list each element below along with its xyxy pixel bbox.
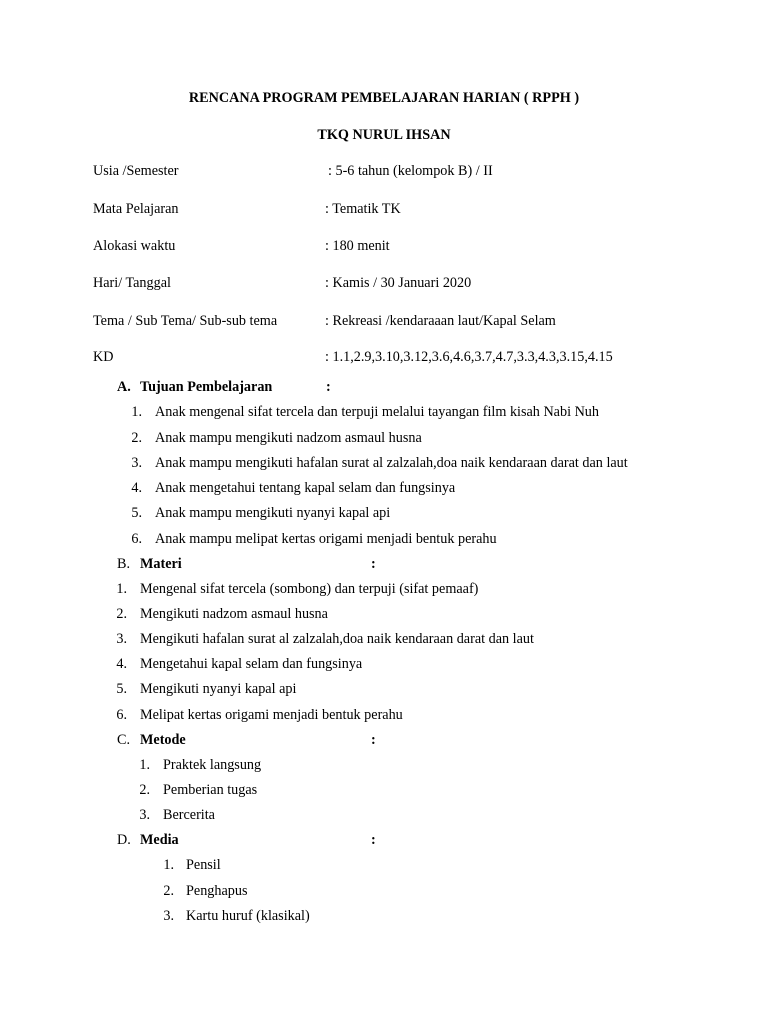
list-item: Anak mengenal sifat tercela dan terpuji melalui tayangan film kisah Nabi Nuh	[155, 404, 599, 420]
list-item: Pensil	[186, 857, 221, 873]
list-number: 6.	[131, 531, 142, 547]
list-number: 3.	[116, 631, 127, 647]
list-item: Anak mampu mengikuti nyanyi kapal api	[155, 505, 391, 521]
list-number: 3.	[163, 908, 174, 924]
info-label-hari: Hari/ Tanggal	[93, 275, 171, 291]
list-number: 3.	[131, 455, 142, 471]
section-letter: B.	[117, 556, 131, 572]
list-item: Anak mampu mengikuti hafalan surat al zalzalah,doa naik kendaraan darat dan laut	[155, 455, 628, 471]
list-number: 4.	[116, 656, 127, 672]
list-item: Mengikuti nyanyi kapal api	[140, 681, 297, 697]
section-letter: C.	[117, 732, 131, 748]
info-label-kd: KD	[93, 349, 114, 365]
list-number: 1.	[131, 404, 142, 420]
list-number: 1.	[139, 757, 150, 773]
list-item: Mengenal sifat tercela (sombong) dan terpuji (sifat pemaaf)	[140, 581, 479, 597]
section-colon: :	[371, 832, 376, 848]
info-value-usia: : 5-6 tahun (kelompok B) / II	[328, 163, 493, 179]
document-title: RENCANA PROGRAM PEMBELAJARAN HARIAN ( RPPH )	[188, 90, 580, 106]
list-item: Praktek langsung	[163, 757, 262, 773]
list-item: Penghapus	[186, 883, 248, 899]
list-item: Anak mampu melipat kertas origami menjadi bentuk perahu	[155, 531, 497, 547]
list-number: 3.	[139, 807, 150, 823]
list-number: 2.	[116, 606, 127, 622]
list-item: Mengikuti hafalan surat al zalzalah,doa naik kendaraan darat dan laut	[140, 631, 534, 647]
section-heading: Materi	[140, 556, 182, 572]
section-heading: Media	[140, 832, 179, 848]
list-item: Melipat kertas origami menjadi bentuk perahu	[140, 707, 403, 723]
info-label-mapel: Mata Pelajaran	[93, 201, 179, 217]
list-number: 5.	[131, 505, 142, 521]
section-letter: A.	[117, 379, 131, 395]
section-heading: Tujuan Pembelajaran	[140, 379, 273, 395]
school-name: TKQ NURUL IHSAN	[317, 127, 451, 143]
list-item: Mengetahui kapal selam dan fungsinya	[140, 656, 363, 672]
list-number: 1.	[163, 857, 174, 873]
info-label-usia: Usia /Semester	[93, 163, 179, 179]
list-item: Anak mengetahui tentang kapal selam dan fungsinya	[155, 480, 456, 496]
section-colon: :	[326, 379, 331, 395]
list-number: 2.	[139, 782, 150, 798]
list-number: 5.	[116, 681, 127, 697]
info-label-tema: Tema / Sub Tema/ Sub-sub tema	[93, 313, 278, 329]
list-item: Pemberian tugas	[163, 782, 258, 798]
list-number: 1.	[116, 581, 127, 597]
section-letter: D.	[117, 832, 131, 848]
info-value-kd: : 1.1,2.9,3.10,3.12,3.6,4.6,3.7,4.7,3.3,4.3,3.15,4.15	[325, 349, 613, 365]
list-number: 2.	[131, 430, 142, 446]
info-label-alokasi: Alokasi waktu	[93, 238, 176, 254]
list-item: Mengikuti nadzom asmaul husna	[140, 606, 328, 622]
info-value-alokasi: : 180 menit	[325, 238, 390, 254]
list-number: 2.	[163, 883, 174, 899]
section-colon: :	[371, 556, 376, 572]
info-value-hari: : Kamis / 30 Januari 2020	[325, 275, 472, 291]
list-item: Bercerita	[163, 807, 215, 823]
list-item: Anak mampu mengikuti nadzom asmaul husna	[155, 430, 422, 446]
info-value-mapel: : Tematik TK	[325, 201, 401, 217]
section-heading: Metode	[140, 732, 186, 748]
list-number: 6.	[116, 707, 127, 723]
list-item: Kartu huruf (klasikal)	[186, 908, 310, 924]
list-number: 4.	[131, 480, 142, 496]
section-colon: :	[371, 732, 376, 748]
info-value-tema: : Rekreasi /kendaraaan laut/Kapal Selam	[325, 313, 556, 329]
